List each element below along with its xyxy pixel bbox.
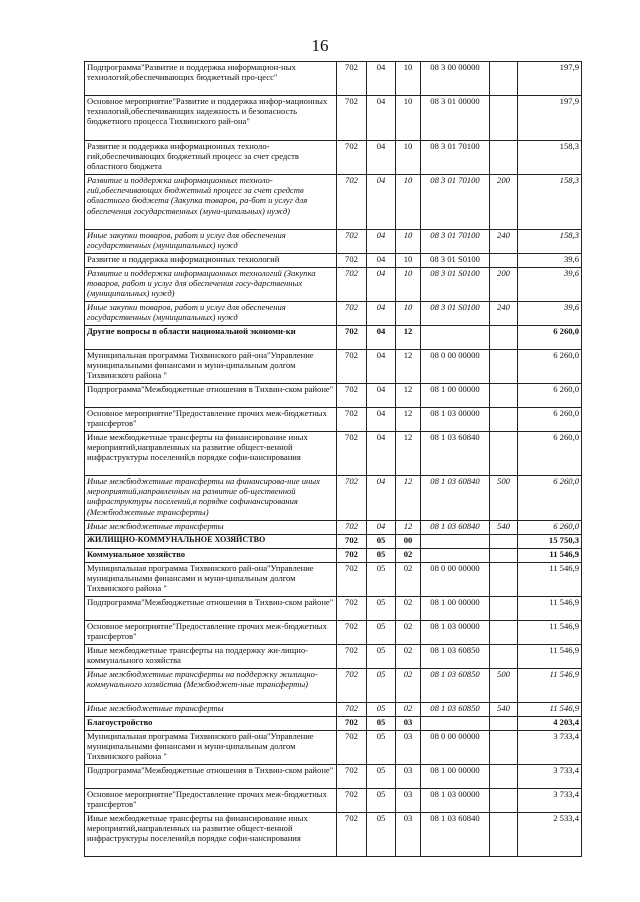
ministry-code-cell: 702 [337,597,367,621]
ministry-code-cell: 702 [337,476,367,521]
expense-type-cell [490,563,518,597]
ministry-code-cell: 702 [337,563,367,597]
amount-cell: 39,6 [518,254,582,268]
expense-type-cell: 240 [490,230,518,254]
target-article-cell: 08 1 03 60850 [421,703,490,717]
amount-cell: 15 750,3 [518,535,582,549]
subsection-code-cell: 02 [396,549,421,563]
subsection-code-cell: 03 [396,731,421,765]
row-name-cell: Муниципальная программа Тихвинского рай-она"Управление муниципальными финансами и муни-ципальным долгом Тихвинского района " [85,563,337,597]
amount-cell: 158,3 [518,175,582,230]
subsection-code-cell: 10 [396,141,421,175]
table-row [85,326,582,350]
subsection-code-cell: 12 [396,408,421,432]
subsection-code-cell: 03 [396,789,421,813]
table-row [85,521,582,535]
row-name-cell: Подпрограмма"Межбюджетные отношения в Тихвин-ском районе" [85,597,337,621]
target-article-cell [421,326,490,350]
table-row [85,563,582,597]
expense-type-cell [490,789,518,813]
budget-table [84,61,582,857]
target-article-cell: 08 3 01 S0100 [421,302,490,326]
target-article-cell: 08 3 01 00000 [421,96,490,141]
amount-cell: 3 733,4 [518,789,582,813]
target-article-cell [421,535,490,549]
table-row [85,476,582,521]
table-row [85,175,582,230]
table-row [85,535,582,549]
row-name-cell: Иные межбюджетные трансферты на поддержку жи-лищно-коммунального хозяйства [85,645,337,669]
amount-cell: 6 260,0 [518,476,582,521]
ministry-code-cell: 702 [337,731,367,765]
target-article-cell: 08 0 00 00000 [421,563,490,597]
section-code-cell: 04 [367,141,396,175]
amount-cell: 197,9 [518,62,582,96]
subsection-code-cell: 02 [396,645,421,669]
table-row [85,432,582,476]
target-article-cell: 08 1 03 00000 [421,408,490,432]
ministry-code-cell: 702 [337,549,367,563]
section-code-cell: 04 [367,408,396,432]
expense-type-cell [490,384,518,408]
row-name-cell: Благоустройство [85,717,337,731]
table-row [85,408,582,432]
amount-cell: 11 546,9 [518,669,582,703]
subsection-code-cell: 12 [396,521,421,535]
target-article-cell: 08 3 01 70100 [421,141,490,175]
amount-cell: 197,9 [518,96,582,141]
target-article-cell [421,717,490,731]
section-code-cell: 04 [367,175,396,230]
ministry-code-cell: 702 [337,350,367,384]
section-code-cell: 05 [367,621,396,645]
expense-type-cell: 240 [490,302,518,326]
section-code-cell: 04 [367,96,396,141]
row-name-cell: Коммунальное хозяйство [85,549,337,563]
amount-cell: 11 546,9 [518,597,582,621]
subsection-code-cell: 12 [396,432,421,476]
table-row [85,96,582,141]
target-article-cell [421,549,490,563]
target-article-cell: 08 1 00 00000 [421,384,490,408]
row-name-cell: Развитие и поддержка информационных техноло-гий,обеспечивающих бюджетный процесс за счет средств областного бюджета [85,141,337,175]
ministry-code-cell: 702 [337,765,367,789]
target-article-cell: 08 1 00 00000 [421,597,490,621]
ministry-code-cell: 702 [337,535,367,549]
section-code-cell: 05 [367,703,396,717]
ministry-code-cell: 702 [337,384,367,408]
target-article-cell: 08 1 03 60850 [421,645,490,669]
amount-cell: 3 733,4 [518,765,582,789]
row-name-cell: Муниципальная программа Тихвинского рай-она"Управление муниципальными финансами и муни-ципальным долгом Тихвинского района " [85,731,337,765]
section-code-cell: 04 [367,230,396,254]
subsection-code-cell: 02 [396,703,421,717]
section-code-cell: 04 [367,254,396,268]
row-name-cell: Другие вопросы в области национальной экономи-ки [85,326,337,350]
section-code-cell: 05 [367,789,396,813]
subsection-code-cell: 10 [396,230,421,254]
subsection-code-cell: 00 [396,535,421,549]
table-row [85,813,582,857]
target-article-cell: 08 1 03 60840 [421,432,490,476]
amount-cell: 6 260,0 [518,521,582,535]
table-row [85,645,582,669]
table-row [85,268,582,302]
row-name-cell: Иные межбюджетные трансферты на финансирование иных мероприятий,направленных на развитие общест-венной инфраструктуры поселений,в порядке софи-нансирования [85,432,337,476]
target-article-cell: 08 0 00 00000 [421,731,490,765]
table-row [85,669,582,703]
table-row [85,789,582,813]
ministry-code-cell: 702 [337,432,367,476]
budget-table-body [85,62,582,857]
expense-type-cell [490,96,518,141]
ministry-code-cell: 702 [337,175,367,230]
ministry-code-cell: 702 [337,621,367,645]
subsection-code-cell: 03 [396,765,421,789]
section-code-cell: 04 [367,268,396,302]
ministry-code-cell: 702 [337,813,367,857]
subsection-code-cell: 10 [396,96,421,141]
subsection-code-cell: 03 [396,717,421,731]
amount-cell: 11 546,9 [518,645,582,669]
subsection-code-cell: 02 [396,563,421,597]
section-code-cell: 04 [367,476,396,521]
expense-type-cell [490,597,518,621]
ministry-code-cell: 702 [337,645,367,669]
expense-type-cell: 200 [490,268,518,302]
section-code-cell: 04 [367,62,396,96]
row-name-cell: Иные межбюджетные трансферты [85,703,337,717]
target-article-cell: 08 1 03 00000 [421,789,490,813]
amount-cell: 39,6 [518,302,582,326]
expense-type-cell [490,535,518,549]
expense-type-cell [490,813,518,857]
section-code-cell: 05 [367,535,396,549]
section-code-cell: 04 [367,350,396,384]
ministry-code-cell: 702 [337,408,367,432]
row-name-cell: Подпрограмма"Межбюджетные отношения в Тихвин-ском районе" [85,765,337,789]
target-article-cell: 08 1 03 60840 [421,813,490,857]
section-code-cell: 05 [367,597,396,621]
table-row [85,731,582,765]
table-row [85,141,582,175]
expense-type-cell: 200 [490,175,518,230]
subsection-code-cell: 10 [396,268,421,302]
section-code-cell: 04 [367,432,396,476]
table-row [85,302,582,326]
expense-type-cell [490,765,518,789]
section-code-cell: 05 [367,717,396,731]
row-name-cell: Основное мероприятие"Предоставление прочих меж-бюджетных трансфертов" [85,408,337,432]
section-code-cell: 05 [367,563,396,597]
subsection-code-cell: 12 [396,384,421,408]
ministry-code-cell: 702 [337,326,367,350]
ministry-code-cell: 702 [337,521,367,535]
section-code-cell: 04 [367,302,396,326]
section-code-cell: 05 [367,645,396,669]
table-row [85,717,582,731]
row-name-cell: Иные межбюджетные трансферты на финансирова-ние иных мероприятий,направленных на развитие об-щественной инфраструктуры поселений,в порядке софинансирования (Межбюджетные трансферты) [85,476,337,521]
ministry-code-cell: 702 [337,230,367,254]
amount-cell: 11 546,9 [518,563,582,597]
page-number: 16 [311,36,329,55]
ministry-code-cell: 702 [337,254,367,268]
row-name-cell: Развитие и поддержка информационных технологий (Закупка товаров, работ и услуг для обеспечения госу-дарственных (муниципальных) нужд) [85,268,337,302]
target-article-cell: 08 3 01 70100 [421,175,490,230]
subsection-code-cell: 12 [396,350,421,384]
expense-type-cell: 500 [490,669,518,703]
amount-cell: 6 260,0 [518,326,582,350]
subsection-code-cell: 03 [396,813,421,857]
amount-cell: 11 546,9 [518,549,582,563]
subsection-code-cell: 12 [396,326,421,350]
expense-type-cell [490,432,518,476]
target-article-cell: 08 3 01 70100 [421,230,490,254]
table-row [85,765,582,789]
row-name-cell: Основное мероприятие"Предоставление прочих меж-бюджетных трансфертов" [85,621,337,645]
table-row [85,597,582,621]
table-row [85,703,582,717]
ministry-code-cell: 702 [337,703,367,717]
target-article-cell: 08 3 00 00000 [421,62,490,96]
ministry-code-cell: 702 [337,302,367,326]
target-article-cell: 08 1 03 60850 [421,669,490,703]
expense-type-cell [490,731,518,765]
section-code-cell: 05 [367,549,396,563]
row-name-cell: Развитие и поддержка информационных технологий [85,254,337,268]
target-article-cell: 08 3 01 S0100 [421,268,490,302]
table-row [85,62,582,96]
target-article-cell: 08 1 03 60840 [421,476,490,521]
subsection-code-cell: 10 [396,302,421,326]
expense-type-cell: 540 [490,521,518,535]
row-name-cell: Подпрограмма"Развитие и поддержка информацион-ных технологий,обеспечивающих бюджетный про-цесс" [85,62,337,96]
amount-cell: 158,3 [518,141,582,175]
table-row [85,621,582,645]
row-name-cell: Основное мероприятие"Развитие и поддержка инфор-мационных технологий,обеспечивающих надежность и безопасность бюджетного процесса Тихвинского рай-она" [85,96,337,141]
section-code-cell: 04 [367,384,396,408]
table-row [85,230,582,254]
row-name-cell: Основное мероприятие"Предоставление прочих меж-бюджетных трансфертов" [85,789,337,813]
target-article-cell: 08 1 03 60840 [421,521,490,535]
ministry-code-cell: 702 [337,62,367,96]
section-code-cell: 05 [367,669,396,703]
amount-cell: 11 546,9 [518,621,582,645]
expense-type-cell [490,621,518,645]
expense-type-cell: 540 [490,703,518,717]
ministry-code-cell: 702 [337,669,367,703]
subsection-code-cell: 02 [396,669,421,703]
ministry-code-cell: 702 [337,268,367,302]
ministry-code-cell: 702 [337,141,367,175]
expense-type-cell [490,254,518,268]
amount-cell: 6 260,0 [518,408,582,432]
section-code-cell: 05 [367,813,396,857]
amount-cell: 6 260,0 [518,350,582,384]
amount-cell: 11 546,9 [518,703,582,717]
row-name-cell: Подпрограмма"Межбюджетные отношения в Тихвин-ском районе" [85,384,337,408]
row-name-cell: Иные межбюджетные трансферты на финансирование иных мероприятий,направленных на развитие общест-венной инфраструктуры поселений,в порядке софи-нансирования [85,813,337,857]
target-article-cell: 08 0 00 00000 [421,350,490,384]
expense-type-cell [490,326,518,350]
section-code-cell: 05 [367,765,396,789]
row-name-cell: Развитие и поддержка информационных техноло-гий,обеспечивающих бюджетный процесс за счет средств областного бюджета (Закупка товаров, ра-бот и услуг для обеспечения государственных (муни-ципальных) нужд) [85,175,337,230]
amount-cell: 6 260,0 [518,432,582,476]
table-row [85,254,582,268]
subsection-code-cell: 12 [396,476,421,521]
table-row [85,384,582,408]
row-name-cell: ЖИЛИЩНО-КОММУНАЛЬНОЕ ХОЗЯЙСТВО [85,535,337,549]
subsection-code-cell: 02 [396,597,421,621]
target-article-cell: 08 3 01 S0100 [421,254,490,268]
section-code-cell: 04 [367,521,396,535]
expense-type-cell [490,141,518,175]
expense-type-cell [490,408,518,432]
target-article-cell: 08 1 03 00000 [421,621,490,645]
section-code-cell: 05 [367,731,396,765]
expense-type-cell [490,62,518,96]
ministry-code-cell: 702 [337,96,367,141]
target-article-cell: 08 1 00 00000 [421,765,490,789]
row-name-cell: Муниципальная программа Тихвинского рай-она"Управление муниципальными финансами и муни-ципальным долгом Тихвинского района " [85,350,337,384]
table-row [85,350,582,384]
amount-cell: 3 733,4 [518,731,582,765]
section-code-cell: 04 [367,326,396,350]
ministry-code-cell: 702 [337,789,367,813]
amount-cell: 4 203,4 [518,717,582,731]
row-name-cell: Иные закупки товаров, работ и услуг для обеспечения государственных (муниципальных) нужд [85,230,337,254]
expense-type-cell [490,717,518,731]
table-row [85,549,582,563]
amount-cell: 2 533,4 [518,813,582,857]
row-name-cell: Иные межбюджетные трансферты [85,521,337,535]
expense-type-cell [490,645,518,669]
row-name-cell: Иные закупки товаров, работ и услуг для обеспечения государственных (муниципальных) нужд [85,302,337,326]
subsection-code-cell: 10 [396,254,421,268]
row-name-cell: Иные межбюджетные трансферты на поддержку жилищно-коммунального хозяйства (Межбюджет-ные трансферты) [85,669,337,703]
expense-type-cell: 500 [490,476,518,521]
ministry-code-cell: 702 [337,717,367,731]
subsection-code-cell: 10 [396,62,421,96]
amount-cell: 39,6 [518,268,582,302]
amount-cell: 6 260,0 [518,384,582,408]
expense-type-cell [490,549,518,563]
expense-type-cell [490,350,518,384]
subsection-code-cell: 10 [396,175,421,230]
subsection-code-cell: 02 [396,621,421,645]
amount-cell: 158,3 [518,230,582,254]
